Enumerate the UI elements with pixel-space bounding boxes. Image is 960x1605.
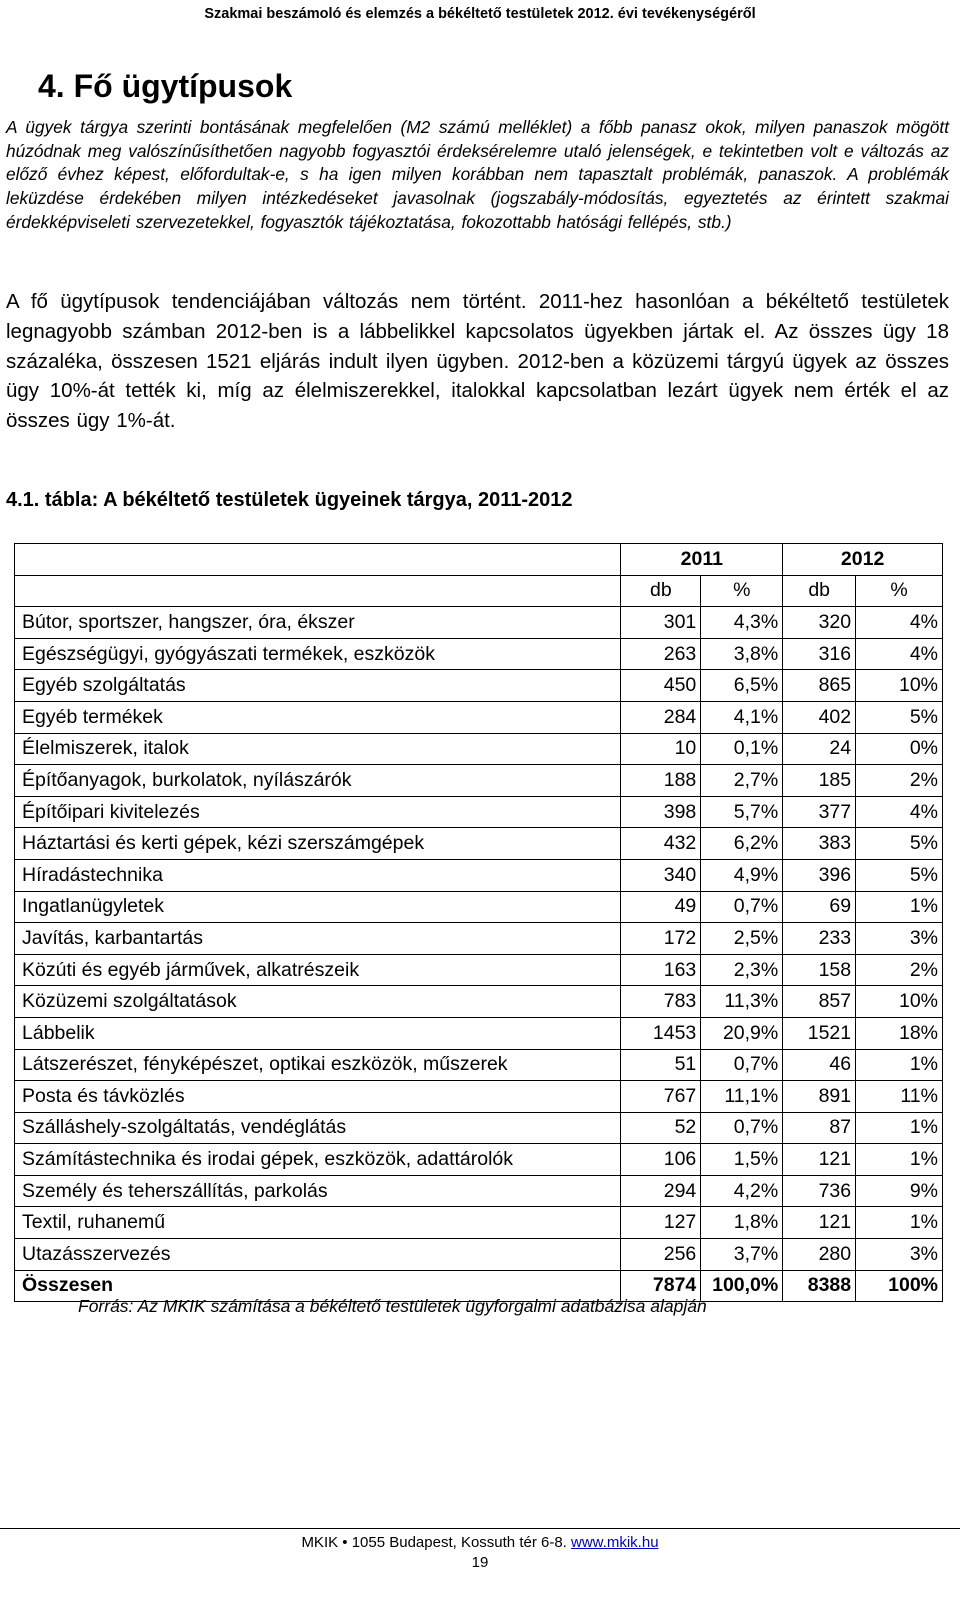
table-row	[15, 796, 943, 828]
table-source: Forrás: Az MKIK számítása a békéltető testületek ügyforgalmi adatbázisa alapján	[78, 1296, 707, 1316]
table-header-years	[15, 544, 943, 576]
row-label: Közüzemi szolgáltatások	[15, 986, 621, 1018]
cell-pct2011: 6,5%	[701, 670, 783, 702]
cell-pct2011: 2,7%	[701, 765, 783, 797]
cell-pct2012: 5%	[856, 701, 943, 733]
cell-db2011: 450	[621, 670, 701, 702]
cell-db2011: 51	[621, 1049, 701, 1081]
cell-db2012: 377	[783, 796, 856, 828]
cell-db2011: 106	[621, 1144, 701, 1176]
cell-db2011: 294	[621, 1175, 701, 1207]
cell-db2012: 121	[783, 1207, 856, 1239]
cell-db2011: 284	[621, 701, 701, 733]
cell-db2011: 52	[621, 1112, 701, 1144]
cell-db2012: 233	[783, 923, 856, 955]
row-label: Lábbelik	[15, 1017, 621, 1049]
cell-db2012: 46	[783, 1049, 856, 1081]
cell-pct2012: 1%	[856, 1049, 943, 1081]
cell-pct2011: 0,7%	[701, 1049, 783, 1081]
cell-pct2011: 11,1%	[701, 1081, 783, 1113]
page-number: 19	[471, 1554, 489, 1571]
row-label: Híradástechnika	[15, 859, 621, 891]
running-header: Szakmai beszámoló és elemzés a békéltető testületek 2012. évi tevékenységéről	[204, 6, 756, 22]
cell-pct2011: 1,5%	[701, 1144, 783, 1176]
row-label: Ingatlanügyletek	[15, 891, 621, 923]
cell-pct2011: 0,7%	[701, 1112, 783, 1144]
cell-pct2011: 0,7%	[701, 891, 783, 923]
row-label: Személy és teherszállítás, parkolás	[15, 1175, 621, 1207]
cell-db2012: 87	[783, 1112, 856, 1144]
cell-pct2011: 4,1%	[701, 701, 783, 733]
row-label: Egyéb termékek	[15, 701, 621, 733]
cell-db2012: 865	[783, 670, 856, 702]
cell-db2011: 10	[621, 733, 701, 765]
cell-pct2011: 3,8%	[701, 638, 783, 670]
row-label: Számítástechnika és irodai gépek, eszközök, adattárolók	[15, 1144, 621, 1176]
cell-pct2012: 5%	[856, 828, 943, 860]
table-row	[15, 765, 943, 797]
cell-db2012: 316	[783, 638, 856, 670]
cell-db2012: 402	[783, 701, 856, 733]
table-row	[15, 1175, 943, 1207]
cell-db2011: 163	[621, 954, 701, 986]
cell-db2011: 340	[621, 859, 701, 891]
row-label: Bútor, sportszer, hangszer, óra, ékszer	[15, 607, 621, 639]
table-row	[15, 670, 943, 702]
cell-db2012: 736	[783, 1175, 856, 1207]
footer-address: MKIK • 1055 Budapest, Kossuth tér 6-8.	[301, 1534, 567, 1551]
table-row	[15, 859, 943, 891]
cell-db2011: 256	[621, 1239, 701, 1271]
table-row	[15, 923, 943, 955]
row-label: Építőipari kivitelezés	[15, 796, 621, 828]
cell-pct2012: 1%	[856, 1207, 943, 1239]
table-row	[15, 733, 943, 765]
cell-db2012: 891	[783, 1081, 856, 1113]
cell-pct2011: 5,7%	[701, 796, 783, 828]
intro-paragraph: A ügyek tárgya szerinti bontásának megfelelően (M2 számú melléklet) a főbb panasz okok, milyen panaszok mögött húzódnak meg valószínűsíthetően nagyobb fogyasztói érdeksérelemre utaló jelenségek, e tekintetben volt e változás az előző évhez képest, előfordultak-e, s ha igen milyen korábban nem tapasztalt problémák, panaszok. A problémák leküzdése érdekében milyen intézkedéseket javasolnak (jogszabály-módosítás, egyeztetés az érintett szakmai érdekképviseleti szervezetekkel, fogyasztók tájékoztatása, fokozottabb hatósági fellépés, stb.)	[6, 117, 949, 232]
cell-pct2012: 3%	[856, 1239, 943, 1271]
section-title: 4. Fő ügytípusok	[38, 68, 293, 104]
cell-db2012: 185	[783, 765, 856, 797]
cell-db2012: 383	[783, 828, 856, 860]
row-label: Szálláshely-szolgáltatás, vendéglátás	[15, 1112, 621, 1144]
cell-pct2011: 0,1%	[701, 733, 783, 765]
footer	[0, 1534, 960, 1551]
cell-db2012: 280	[783, 1239, 856, 1271]
footer-link[interactable]: www.mkik.hu	[571, 1534, 659, 1551]
cell-pct2011: 4,9%	[701, 859, 783, 891]
cell-db2012: 320	[783, 607, 856, 639]
header-unit-db-2012: db	[783, 575, 856, 607]
row-label: Élelmiszerek, italok	[15, 733, 621, 765]
cell-pct2011: 2,3%	[701, 954, 783, 986]
table-row	[15, 954, 943, 986]
table-row	[15, 1112, 943, 1144]
cell-pct2011: 4,3%	[701, 607, 783, 639]
table-row	[15, 607, 943, 639]
table-row	[15, 891, 943, 923]
header-empty-cell	[15, 575, 621, 607]
cell-db2011: 1453	[621, 1017, 701, 1049]
cell-pct2011: 2,5%	[701, 923, 783, 955]
cell-db2012: 1521	[783, 1017, 856, 1049]
cell-pct2011: 6,2%	[701, 828, 783, 860]
cell-db2011: 127	[621, 1207, 701, 1239]
cell-pct2011: 3,7%	[701, 1239, 783, 1271]
table-row	[15, 1049, 943, 1081]
cell-pct2012: 2%	[856, 954, 943, 986]
data-table	[14, 543, 943, 1302]
cell-pct2012: 100%	[856, 1270, 943, 1302]
row-label: Textil, ruhanemű	[15, 1207, 621, 1239]
row-label: Egészségügyi, gyógyászati termékek, eszközök	[15, 638, 621, 670]
cell-pct2012: 1%	[856, 891, 943, 923]
table-row	[15, 701, 943, 733]
cell-db2011: 7874	[621, 1270, 701, 1302]
header-unit-pct-2011: %	[701, 575, 783, 607]
cell-pct2012: 11%	[856, 1081, 943, 1113]
row-label: Látszerészet, fényképészet, optikai eszközök, műszerek	[15, 1049, 621, 1081]
table-caption: 4.1. tábla: A békéltető testületek ügyeinek tárgya, 2011-2012	[6, 489, 573, 511]
header-unit-pct-2012: %	[856, 575, 943, 607]
cell-pct2011: 20,9%	[701, 1017, 783, 1049]
table-row	[15, 1081, 943, 1113]
cell-db2011: 767	[621, 1081, 701, 1113]
cell-pct2012: 0%	[856, 733, 943, 765]
cell-pct2012: 4%	[856, 607, 943, 639]
cell-db2012: 857	[783, 986, 856, 1018]
cell-pct2011: 100,0%	[701, 1270, 783, 1302]
total-label: Összesen	[15, 1270, 621, 1302]
row-label: Közúti és egyéb járművek, alkatrészeik	[15, 954, 621, 986]
row-label: Utazásszervezés	[15, 1239, 621, 1271]
table-row	[15, 828, 943, 860]
cell-db2011: 398	[621, 796, 701, 828]
table-row	[15, 638, 943, 670]
cell-pct2011: 4,2%	[701, 1175, 783, 1207]
cell-db2011: 432	[621, 828, 701, 860]
cell-db2012: 396	[783, 859, 856, 891]
cell-pct2012: 3%	[856, 923, 943, 955]
cell-pct2011: 11,3%	[701, 986, 783, 1018]
cell-db2011: 263	[621, 638, 701, 670]
table-row	[15, 1144, 943, 1176]
table-row	[15, 986, 943, 1018]
row-label: Javítás, karbantartás	[15, 923, 621, 955]
header-unit-db-2011: db	[621, 575, 701, 607]
header-year-2011: 2011	[621, 544, 783, 576]
table-row	[15, 1239, 943, 1271]
cell-db2012: 24	[783, 733, 856, 765]
cell-pct2012: 4%	[856, 638, 943, 670]
table-header-units	[15, 575, 943, 607]
cell-db2011: 783	[621, 986, 701, 1018]
cell-pct2011: 1,8%	[701, 1207, 783, 1239]
cell-db2011: 172	[621, 923, 701, 955]
cell-db2012: 69	[783, 891, 856, 923]
cell-db2012: 158	[783, 954, 856, 986]
cell-pct2012: 18%	[856, 1017, 943, 1049]
footer-divider	[0, 1528, 960, 1529]
cell-db2011: 49	[621, 891, 701, 923]
cell-pct2012: 4%	[856, 796, 943, 828]
cell-pct2012: 2%	[856, 765, 943, 797]
row-label: Posta és távközlés	[15, 1081, 621, 1113]
cell-pct2012: 5%	[856, 859, 943, 891]
cell-pct2012: 1%	[856, 1112, 943, 1144]
row-label: Építőanyagok, burkolatok, nyílászárók	[15, 765, 621, 797]
cell-db2011: 301	[621, 607, 701, 639]
cell-pct2012: 1%	[856, 1144, 943, 1176]
cell-db2012: 121	[783, 1144, 856, 1176]
cell-db2011: 188	[621, 765, 701, 797]
header-empty-cell	[15, 544, 621, 576]
cell-pct2012: 10%	[856, 986, 943, 1018]
row-label: Háztartási és kerti gépek, kézi szerszámgépek	[15, 828, 621, 860]
cell-pct2012: 10%	[856, 670, 943, 702]
table-row	[15, 1017, 943, 1049]
cell-pct2012: 9%	[856, 1175, 943, 1207]
body-paragraph: A fő ügytípusok tendenciájában változás nem történt. 2011-hez hasonlóan a békéltető testületek legnagyobb számban 2012-ben is a lábbelikkel kapcsolatos ügyekben jártak el. Az összes ügy 18 százaléka, összesen 1521 eljárás indult ilyen ügyben. 2012-ben a közüzemi tárgyú ügyek az összes ügy 10%-át tették ki, míg az élelmiszerekkel, italokkal kapcsolatban lezárt ügyek nem érték el az összes ügy 1%-át.	[6, 290, 949, 433]
header-year-2012: 2012	[783, 544, 943, 576]
row-label: Egyéb szolgáltatás	[15, 670, 621, 702]
table-row	[15, 1207, 943, 1239]
cell-db2012: 8388	[783, 1270, 856, 1302]
